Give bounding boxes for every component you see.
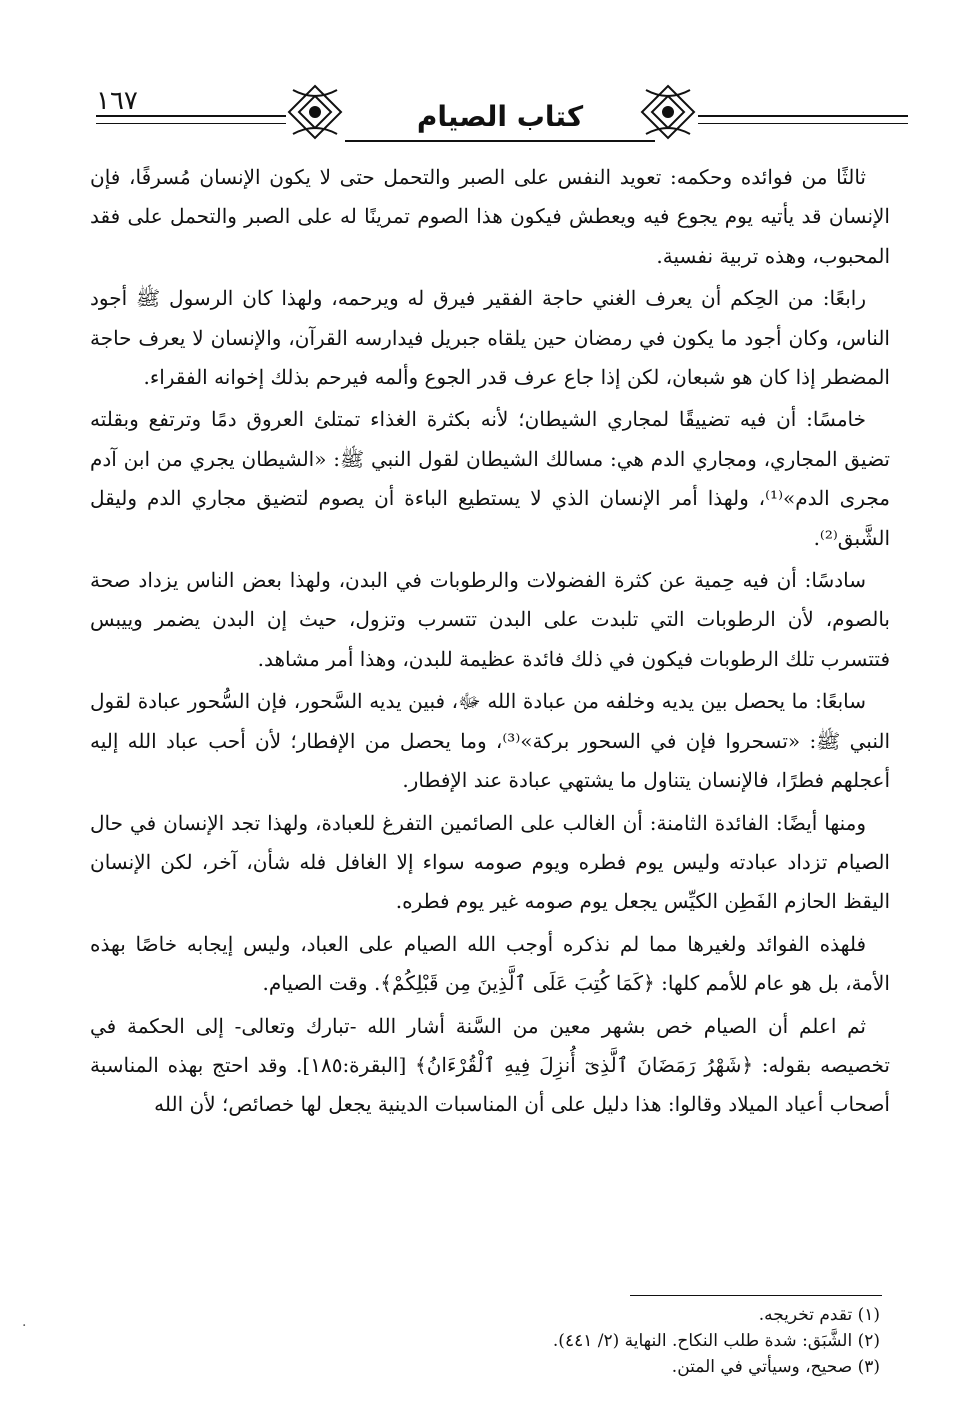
ornament-icon xyxy=(285,82,345,142)
paragraph: سادسًا: أن فيه حِمية عن كثرة الفضولات والرطوبات في البدن، ولهذا بعض الناس يزداد صحة بالصوم، لأن الرطوبات التي تلبدت على البدن تتسرب وتزول، حيث إن البدن يضمر وييبس فتتسرب تلك الرطوبات فيكون في ذلك فائدة عظيمة للبدن، وهذا أمر مشاهد. xyxy=(90,568,890,671)
paragraph: ثالثًا من فوائده وحكمه: تعويد النفس على الصبر والتحمل حتى لا يكون الإنسان مُسرفًا، فإن الإنسان قد يأتيه يوم يجوع فيه ويعطش فيكون هذا الصوم تمرينًا له على الصبر والتحمل على فقد المحبوب، وهذه تربية نفسية. xyxy=(90,165,890,268)
ornament-icon xyxy=(638,82,698,142)
footnotes xyxy=(90,1302,880,1380)
paragraph: سابعًا: ما يحصل بين يديه وخلفه من عبادة الله ﷻ، فبين يديه السَّحور، فإن السُّحور عبادة لقول النبي ﷺ: «تسحروا فإن في السحور بركة»⁽³⁾، وما يحصل من الإفطار؛ لأن أحب عباد الله إليه أعجلهم فطرًا، فالإنسان يتناول ما يشتهي عبادة عند الإفطار. xyxy=(90,689,891,793)
header-rule xyxy=(96,123,286,124)
footnote: (٣) صحيح، وسيأتي في المتن. xyxy=(671,1357,880,1377)
paragraph: ثم اعلم أن الصيام خص بشهر معين من السَّنة أشار الله -تبارك وتعالى- إلى الحكمة في تخصيصه بقوله: ﴿شَهْرُ رَمَضَانَ ٱلَّذِىٓ أُنزِلَ فِيهِ ٱلْقُرْءَانُ﴾ [البقرة:١٨٥]. وقد احتج بهذه المناسبة أصحاب أعياد الميلاد وقالوا: هذا دليل على أن المناسبات الدينية يجعل لها خصائص؛ لأن الله xyxy=(90,1013,890,1117)
footnote: (١) تقدم تخريجه. xyxy=(758,1305,880,1325)
footnote-separator xyxy=(630,1295,882,1296)
paragraph: رابعًا: من الحِكم أن يعرف الغني حاجة الفقير فيرق له ويرحمه، ولهذا كان الرسول ﷺ أجود الناس، وكان أجود ما يكون في رمضان حين يلقاه جبريل فيدارسه القرآن، والإنسان لا يعرف حاجة المضطر إذا كان هو شبعان، لكن إذا جاع عرف قدر الجوع وألمه فيرحم بذلك إخوانه الفقراء. xyxy=(90,286,890,390)
margin-mark: · xyxy=(22,1318,27,1334)
header-rule xyxy=(698,115,908,117)
paragraph: خامسًا: أن فيه تضييقًا لمجاري الشيطان؛ لأنه بكثرة الغذاء تمتلئ العروق دمًا وترتفع وبقلته تضيق المجاري، ومجاري الدم هي: مسالك الشيطان لقول النبي ﷺ: «الشيطان يجري من ابن آدم مجرى الدم»⁽¹⁾، ولهذا أمر الإنسان الذي لا يستطيع الباءة أن يصوم لتضيق مجاري الدم وليقل الشَّبق⁽²⁾. xyxy=(90,407,890,550)
page-number: ١٦٧ xyxy=(96,86,138,116)
header-rule xyxy=(698,123,908,124)
footnote: (٢) الشَّبَق: شدة طلب النكاح. النهاية (٢/ ٤٤١). xyxy=(552,1331,880,1351)
page-header xyxy=(90,78,890,148)
book-title: كتاب الصيام xyxy=(416,100,584,133)
paragraph: ومنها أيضًا: الفائدة الثامنة: أن الغالب على الصائمين التفرغ للعبادة، ولهذا تجد الإنسان في حال الصيام تزداد عبادته وليس يوم فطره ويوم صومه سواء إلا الغافل فله شأن، آخر، لكن الإنسان اليقظ الحازم الفَطِن الكيِّس يجعل يوم صومه غير يوم فطره. xyxy=(90,810,890,914)
main-text xyxy=(90,158,890,1128)
paragraph: فلهذه الفوائد ولغيرها مما لم نذكره أوجب الله الصيام على العباد، وليس إيجابه خاصًا بهذه الأمة، بل هو عام للأمم كلها: ﴿كَمَا كُتِبَ عَلَى ٱلَّذِينَ مِن قَبْلِكُمْ﴾. وقت الصيام. xyxy=(90,931,890,996)
title-underline xyxy=(345,140,655,142)
header-rule xyxy=(96,115,286,117)
